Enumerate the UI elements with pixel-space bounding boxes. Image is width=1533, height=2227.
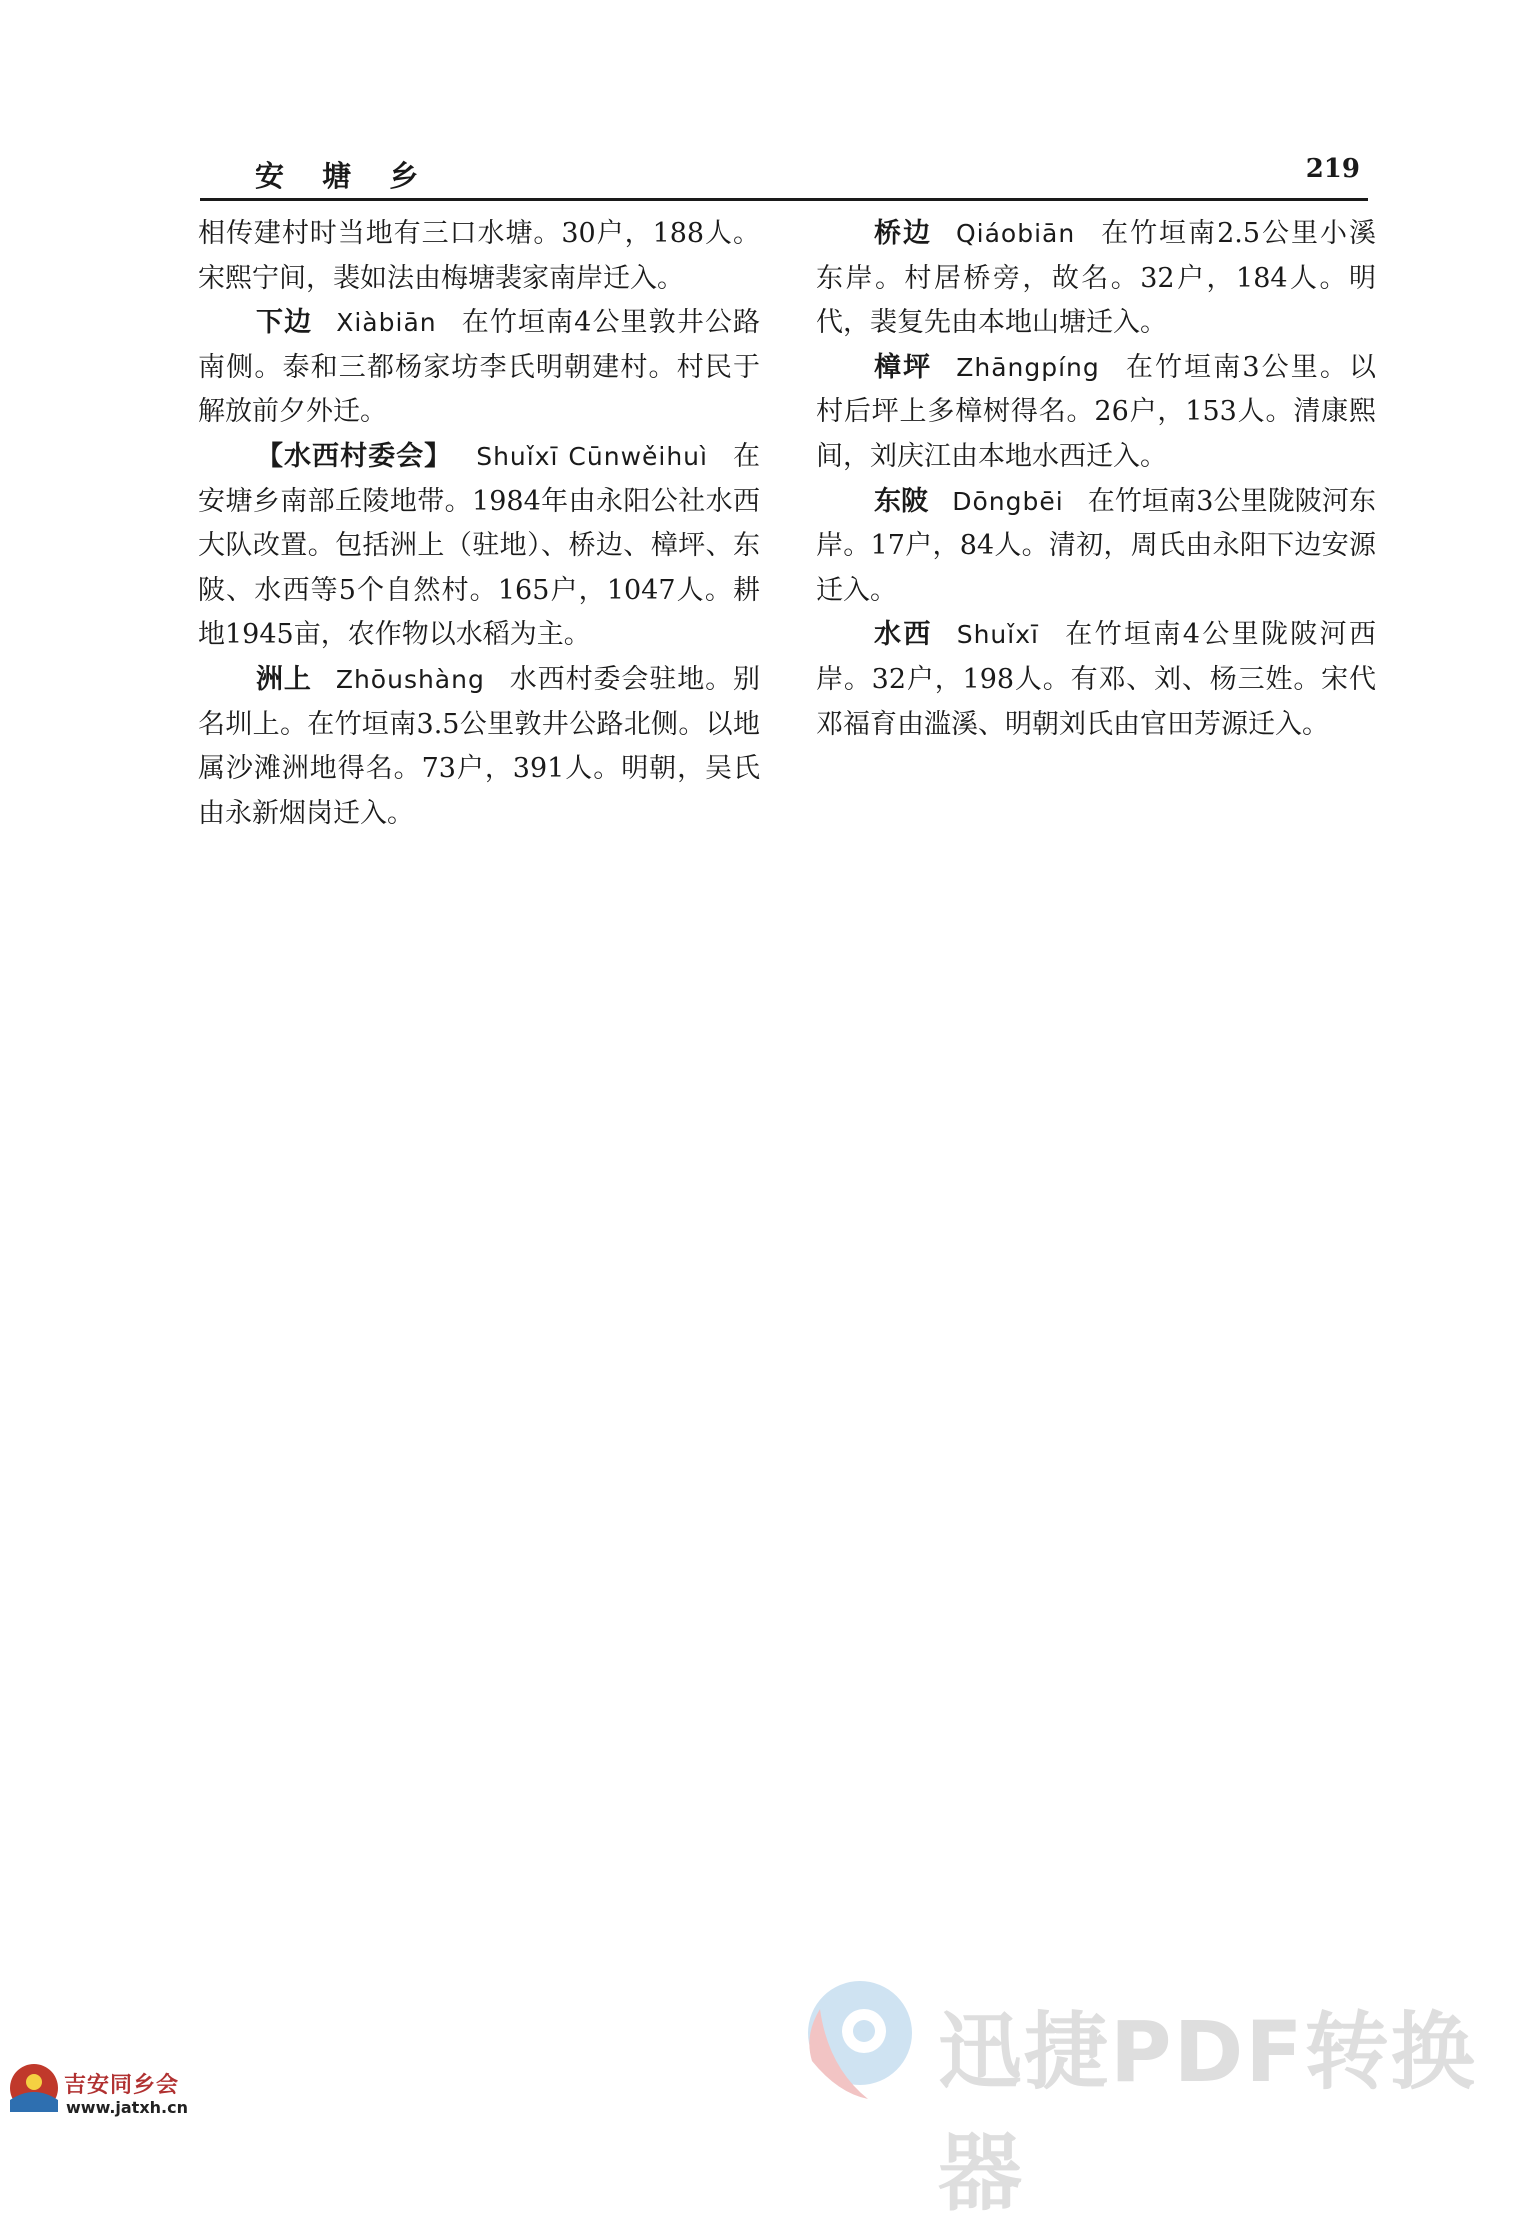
entry-zhoushang (198, 658, 760, 836)
entry-text: 水西村委会驻地。别名圳上。在竹垣南3.5公里敦井公路北侧。以地属沙滩洲地得名。73户，391人。明朝，吴氏由永新烟岗迁入。 (198, 663, 761, 829)
right-column (816, 212, 1376, 747)
entry-name: 洲上 (256, 663, 312, 695)
association-emblem-icon (4, 2058, 64, 2118)
left-column (198, 212, 760, 836)
entry-text: 在竹垣南4公里陇陂河西岸。32户，198人。有邓、刘、杨三姓。宋代邓福育由滥溪、明朝刘氏由官田芳源迁入。 (816, 619, 1376, 740)
entry-shuixi (816, 613, 1376, 747)
entry-pinyin: Xiàbiān (336, 308, 437, 338)
page-header (200, 148, 1368, 194)
entry-xiabian (198, 301, 760, 435)
entry-name: 樟坪 (874, 351, 933, 383)
entry-name: 【水西村委会】 (256, 440, 453, 472)
entry-text: 在竹垣南3公里。以村后坪上多樟树得名。26户，153人。清康熙间，刘庆江由本地水西迁入。 (816, 351, 1376, 472)
page-number: 219 (1305, 154, 1360, 184)
entry-dongbei (816, 480, 1376, 614)
entry-qiaobian (816, 212, 1376, 346)
entry-pinyin: Qiáobiān (955, 219, 1076, 248)
entry-name: 水西 (874, 619, 933, 651)
association-name: 吉安同乡会 (64, 2072, 180, 2098)
association-url: www.jatxh.cn (66, 2098, 188, 2117)
entry-pinyin: Zhāngpíng (956, 352, 1100, 382)
entry-pinyin: Zhōushàng (335, 664, 485, 694)
entry-zhangping (816, 346, 1376, 480)
entry-name: 东陂 (874, 485, 929, 517)
running-title: 安 塘 乡 (255, 159, 433, 193)
entry-pinyin: Shuǐxī Cūnwěihuì (476, 441, 708, 471)
entry-text: 在安塘乡南部丘陵地带。1984年由永阳公社水西大队改置。包括洲上（驻地）、桥边、樟坪、东陂、水西等5个自然村。165户，1047人。耕地1945亩，农作物以水稻为主。 (198, 440, 761, 651)
entry-name: 下边 (256, 307, 313, 339)
entry-text: 在竹垣南2.5公里小溪东岸。村居桥旁，故名。32户，184人。明代，裴复先由本地山塘迁入。 (816, 218, 1376, 339)
entry-shuixi-committee (198, 435, 760, 658)
entry-name: 桥边 (874, 218, 932, 249)
watermark-text: 迅捷PDF转换器 (938, 2003, 1477, 2222)
entry-text: 在竹垣南3公里陇陂河东岸。17户，84人。清初，周氏由永阳下边安源迁入。 (816, 485, 1377, 606)
header-rule (200, 198, 1368, 201)
entry-pinyin: Shuǐxī (956, 620, 1039, 650)
entry-text: 在竹垣南4公里敦井公路南侧。泰和三都杨家坊李氏明朝建村。村民于解放前夕外迁。 (198, 307, 761, 428)
continuation-paragraph: 相传建村时当地有三口水塘。30户，188人。宋熙宁间，裴如法由梅塘裴家南岸迁入。 (198, 218, 760, 294)
entry-pinyin: Dōngbēi (952, 486, 1064, 516)
pdf-converter-logo-icon (798, 1975, 918, 2105)
